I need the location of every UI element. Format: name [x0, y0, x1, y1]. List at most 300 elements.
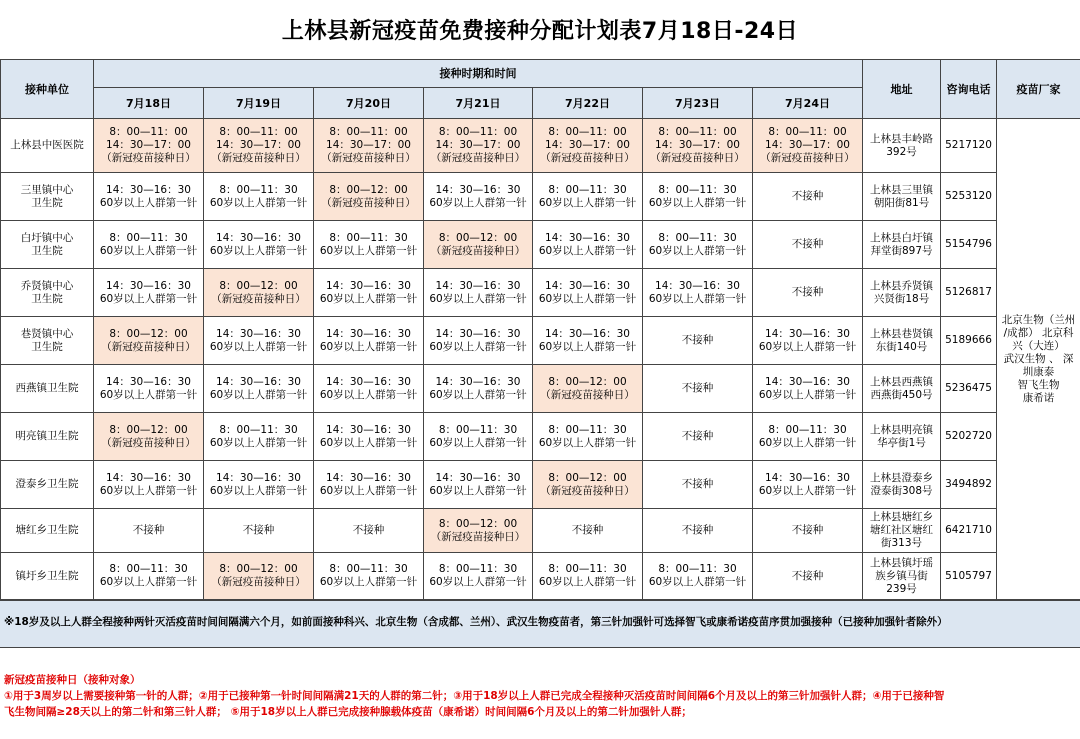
- cell-line: 8：00—11：00: [219, 126, 298, 138]
- schedule-cell: [314, 553, 424, 600]
- vendor-line: 康希诺: [1022, 391, 1055, 404]
- schedule-cell: [753, 413, 863, 461]
- cell-line: 14：30—16：30: [326, 471, 411, 484]
- cell-line: 8：00—11：30: [658, 183, 737, 196]
- schedule-cell: [204, 413, 314, 461]
- schedule-cell: [424, 413, 533, 461]
- cell-line: 卫生院: [31, 244, 63, 257]
- cell-line: 8：00—11：00: [438, 126, 518, 138]
- header-vendor: 疫苗厂家: [997, 60, 1080, 119]
- header-phone: 咨询电话: [941, 60, 997, 119]
- cell-line: 8：00—11：30: [438, 423, 518, 436]
- date-header: 7月19日: [204, 88, 314, 119]
- schedule-cell: [94, 269, 204, 317]
- address-cell: [863, 461, 941, 509]
- cell-line: 60岁以上人群第一针: [538, 436, 637, 449]
- cell-line: 兴贤街18号: [873, 292, 930, 305]
- cell-line: 8：00—11：00: [109, 126, 188, 138]
- schedule-cell: [533, 173, 643, 221]
- schedule-cell: [314, 461, 424, 509]
- cell-line: 上林县巷贤镇: [870, 327, 934, 340]
- cell-line: 8：00—11：30: [548, 563, 627, 575]
- schedule-cell: [533, 269, 643, 317]
- table-row: [1, 221, 1080, 269]
- phone-cell: 5189666: [941, 317, 997, 365]
- cell-line: 不接种: [681, 334, 714, 346]
- cell-line: 乔贤镇中心: [20, 279, 74, 292]
- cell-line: 8：00—11：30: [548, 423, 627, 436]
- cell-line: 60岁以上人群第一针: [209, 244, 308, 257]
- table-row: [1, 173, 1080, 221]
- address-cell: [863, 269, 941, 317]
- cell-line: 14：30—16：30: [216, 231, 301, 244]
- unit-name: [1, 221, 94, 269]
- schedule-cell: [753, 221, 863, 269]
- cell-line: 60岁以上人群第一针: [319, 576, 418, 588]
- cell-line: 上林县明亮镇: [870, 423, 934, 436]
- cell-line: 8：00—11：00: [548, 126, 627, 138]
- cell-line: 60岁以上人群第一针: [538, 292, 637, 305]
- cell-line: 60岁以上人群第一针: [538, 576, 637, 588]
- schedule-cell: [94, 413, 204, 461]
- cell-line: 60岁以上人群第一针: [429, 484, 527, 497]
- schedule-cell: [204, 317, 314, 365]
- schedule-cell: [533, 221, 643, 269]
- unit-name: [1, 553, 94, 600]
- schedule-cell: [424, 173, 533, 221]
- vendor-line: /成都） 北京科: [1003, 326, 1074, 339]
- cell-line: 上林县澄泰乡: [870, 471, 934, 484]
- schedule-cell: [424, 119, 533, 173]
- cell-line: （新冠疫苗接种日）: [430, 244, 526, 257]
- cell-line: 60岁以上人群第一针: [758, 340, 857, 353]
- address-cell: [863, 119, 941, 173]
- cell-line: 澄泰乡卫生院: [15, 478, 79, 490]
- schedule-cell: [643, 413, 753, 461]
- schedule-cell: [94, 173, 204, 221]
- cell-line: 60岁以上人群第一针: [319, 244, 418, 257]
- date-header: 7月18日: [94, 88, 204, 119]
- cell-line: 上林县白圩镇: [870, 231, 934, 244]
- schedule-cell: [94, 553, 204, 600]
- phone-cell: 5202720: [941, 413, 997, 461]
- table-row: [1, 461, 1080, 509]
- cell-line: 上林县丰岭路: [870, 132, 934, 145]
- phone-cell: 5126817: [941, 269, 997, 317]
- cell-line: 8：00—12：00: [329, 183, 408, 196]
- cell-line: 60岁以上人群第一针: [648, 576, 747, 588]
- address-cell: [863, 221, 941, 269]
- unit-name: [1, 461, 94, 509]
- booster-note: ※18岁及以上人群全程接种两针灭活疫苗时间间隔满六个月，如前面接种科兴、北京生物（含成都、兰州）、武汉生物疫苗者，第三针加强针可选择智飞或康希诺疫苗序贯加强接种（已接种加强针者除外）: [0, 600, 1080, 648]
- address-cell: [863, 365, 941, 413]
- cell-line: （新冠疫苗接种日）: [101, 340, 196, 353]
- cell-line: 14：30—16：30: [106, 375, 191, 388]
- table-row: [1, 365, 1080, 413]
- cell-line: 不接种: [352, 524, 385, 536]
- table-row: [1, 317, 1080, 365]
- cell-line: 14：30—16：30: [435, 471, 521, 484]
- vendor-line: 兴（大连）: [1012, 339, 1065, 352]
- schedule-cell: [314, 173, 424, 221]
- cell-line: 明亮镇卫生院: [15, 430, 79, 442]
- table-row: [1, 119, 1080, 173]
- schedule-cell: [643, 221, 753, 269]
- date-header: 7月22日: [533, 88, 643, 119]
- cell-line: 西燕镇卫生院: [15, 382, 79, 394]
- cell-line: （新冠疫苗接种日）: [101, 152, 196, 164]
- schedule-cell: [204, 461, 314, 509]
- cell-line: 60岁以上人群第一针: [538, 340, 637, 353]
- cell-line: 14：30—16：30: [106, 279, 191, 292]
- schedule-cell: [753, 269, 863, 317]
- phone-cell: 5217120: [941, 119, 997, 173]
- cell-line: 塘红乡卫生院: [15, 524, 79, 536]
- cell-line: 街313号: [880, 537, 923, 549]
- cell-line: 60岁以上人群第一针: [209, 340, 308, 353]
- legend-line: 飞生物间隔≥28天以上的第二针和第三针人群； ⑤用于18岁以上人群已完成接种腺载体疫苗（康希诺）时间间隔6个月及以上的第二针加强针人群；: [4, 706, 692, 718]
- cell-line: 14：30—17：00: [216, 139, 301, 151]
- cell-line: （新冠疫苗接种日）: [101, 436, 196, 449]
- cell-line: 8：00—12：00: [109, 327, 188, 340]
- cell-line: （新冠疫苗接种日）: [650, 152, 745, 164]
- address-cell: [863, 317, 941, 365]
- cell-line: 不接种: [571, 524, 604, 536]
- cell-line: 14：30—16：30: [435, 327, 521, 340]
- cell-line: 60岁以上人群第一针: [319, 436, 418, 449]
- cell-line: 60岁以上人群第一针: [429, 576, 527, 588]
- cell-line: 卫生院: [31, 340, 63, 353]
- cell-line: 三里镇中心: [20, 183, 74, 196]
- cell-line: 14：30—16：30: [435, 279, 521, 292]
- schedule-cell: [94, 509, 204, 553]
- cell-line: 60岁以上人群第一针: [319, 484, 418, 497]
- phone-cell: 6421710: [941, 509, 997, 553]
- cell-line: 塘红社区塘红: [870, 524, 934, 536]
- schedule-cell: [204, 221, 314, 269]
- schedule-cell: [753, 509, 863, 553]
- schedule-cell: [314, 269, 424, 317]
- cell-line: 西燕街450号: [870, 388, 933, 401]
- legend-line: ①用于3周岁以上需要接种第一针的人群；②用于已接种第一针时间间隔满21天的人群的第二针；③用于18岁以上人群已完成全程接种灭活疫苗时间间隔6个月及以上的第三针加强针人群；④用于已接种智: [4, 690, 945, 702]
- schedule-cell: [424, 461, 533, 509]
- schedule-cell: [643, 317, 753, 365]
- cell-line: 8：00—11：30: [768, 423, 847, 436]
- cell-line: 14：30—16：30: [765, 375, 850, 388]
- schedule-cell: [753, 317, 863, 365]
- unit-name: [1, 269, 94, 317]
- address-cell: [863, 509, 941, 553]
- schedule-cell: [424, 553, 533, 600]
- cell-line: 14：30—17：00: [326, 139, 411, 151]
- cell-line: 239号: [886, 582, 917, 595]
- cell-line: 60岁以上人群第一针: [319, 388, 418, 401]
- schedule-cell: [204, 365, 314, 413]
- phone-cell: 5236475: [941, 365, 997, 413]
- cell-line: 8：00—11：30: [548, 183, 627, 196]
- cell-line: 不接种: [681, 430, 714, 442]
- cell-line: 14：30—17：00: [545, 139, 630, 151]
- cell-line: 不接种: [242, 524, 275, 536]
- cell-line: 卫生院: [31, 196, 63, 209]
- cell-line: 60岁以上人群第一针: [209, 196, 308, 209]
- schedule-cell: [204, 553, 314, 600]
- cell-line: 60岁以上人群第一针: [429, 196, 527, 209]
- cell-line: 8：00—11：30: [219, 423, 298, 436]
- cell-line: 华亭街1号: [877, 436, 926, 449]
- cell-line: 8：00—12：00: [438, 231, 518, 244]
- cell-line: 60岁以上人群第一针: [99, 196, 198, 209]
- cell-line: 上林县中医医院: [10, 139, 84, 151]
- cell-line: 14：30—17：00: [765, 139, 850, 151]
- cell-line: 60岁以上人群第一针: [209, 388, 308, 401]
- cell-line: 14：30—17：00: [435, 139, 521, 151]
- schedule-cell: [204, 509, 314, 553]
- cell-line: 14：30—16：30: [655, 279, 740, 292]
- cell-line: 60岁以上人群第一针: [99, 292, 198, 305]
- cell-line: 不接种: [791, 286, 824, 298]
- schedule-cell: [753, 173, 863, 221]
- cell-line: 60岁以上人群第一针: [319, 340, 418, 353]
- unit-name: [1, 413, 94, 461]
- cell-line: 巷贤镇中心: [20, 327, 74, 340]
- schedule-cell: [94, 365, 204, 413]
- schedule-cell: [424, 221, 533, 269]
- vendor-line: 北京生物（兰州: [1001, 313, 1076, 326]
- cell-line: （新冠疫苗接种日）: [540, 484, 635, 497]
- date-header: 7月24日: [753, 88, 863, 119]
- cell-line: 卫生院: [31, 292, 63, 305]
- date-header: 7月23日: [643, 88, 753, 119]
- schedule-cell: [533, 413, 643, 461]
- cell-line: （新冠疫苗接种日）: [321, 152, 416, 164]
- cell-line: 族乡镇马街: [875, 569, 928, 582]
- vendor-line: 武汉生物 、 深: [1003, 352, 1074, 365]
- unit-name: [1, 119, 94, 173]
- cell-line: 60岁以上人群第一针: [99, 244, 198, 257]
- cell-line: 8：00—12：00: [548, 375, 627, 388]
- cell-line: 不接种: [791, 524, 824, 536]
- cell-line: 不接种: [791, 238, 824, 250]
- cell-line: 14：30—16：30: [545, 327, 630, 340]
- cell-line: 不接种: [132, 524, 165, 536]
- cell-line: 8：00—11：00: [658, 126, 737, 138]
- cell-line: 60岁以上人群第一针: [209, 436, 308, 449]
- cell-line: 白圩镇中心: [20, 231, 74, 244]
- header-unit: 接种单位: [1, 60, 94, 119]
- schedule-cell: [314, 119, 424, 173]
- cell-line: （新冠疫苗接种日）: [760, 152, 855, 164]
- cell-line: 60岁以上人群第一针: [648, 196, 747, 209]
- schedule-table: [0, 59, 1080, 600]
- schedule-cell: [643, 119, 753, 173]
- cell-line: 60岁以上人群第一针: [538, 196, 637, 209]
- schedule-cell: [204, 269, 314, 317]
- cell-line: 不接种: [791, 190, 824, 202]
- schedule-cell: [533, 461, 643, 509]
- cell-line: 60岁以上人群第一针: [99, 576, 198, 588]
- table-row: [1, 413, 1080, 461]
- cell-line: 不接种: [681, 524, 714, 536]
- cell-line: 60岁以上人群第一针: [99, 388, 198, 401]
- schedule-cell: [643, 269, 753, 317]
- unit-name: [1, 173, 94, 221]
- date-header: 7月21日: [424, 88, 533, 119]
- schedule-cell: [94, 221, 204, 269]
- cell-line: 8：00—11：30: [329, 563, 408, 575]
- schedule-cell: [643, 553, 753, 600]
- phone-cell: 5154796: [941, 221, 997, 269]
- cell-line: 8：00—12：00: [438, 517, 518, 530]
- date-header: 7月20日: [314, 88, 424, 119]
- address-cell: [863, 413, 941, 461]
- unit-name: [1, 365, 94, 413]
- cell-line: 14：30—16：30: [545, 279, 630, 292]
- cell-line: 8：00—11：00: [329, 126, 408, 138]
- cell-line: 14：30—16：30: [216, 375, 301, 388]
- table-row: [1, 509, 1080, 553]
- header-period: 接种时期和时间: [94, 60, 863, 88]
- unit-name: [1, 317, 94, 365]
- cell-line: 60岁以上人群第一针: [429, 340, 527, 353]
- cell-line: 不接种: [681, 478, 714, 490]
- cell-line: 8：00—11：30: [658, 231, 737, 244]
- schedule-cell: [314, 365, 424, 413]
- schedule-cell: [94, 119, 204, 173]
- vendor-line: 圳康泰: [1022, 365, 1055, 378]
- cell-line: 14：30—16：30: [326, 327, 411, 340]
- cell-line: 60岁以上人群第一针: [319, 292, 418, 305]
- cell-line: 60岁以上人群第一针: [758, 388, 857, 401]
- cell-line: 60岁以上人群第一针: [209, 484, 308, 497]
- cell-line: 14：30—16：30: [545, 231, 630, 244]
- cell-line: 东街140号: [875, 340, 928, 353]
- schedule-cell: [314, 413, 424, 461]
- cell-line: 上林县塘红乡: [870, 511, 934, 523]
- schedule-cell: [424, 317, 533, 365]
- cell-line: 14：30—17：00: [106, 139, 191, 151]
- cell-line: 14：30—16：30: [326, 279, 411, 292]
- cell-line: 澄泰街308号: [870, 484, 933, 497]
- table-row: [1, 269, 1080, 317]
- schedule-cell: [424, 269, 533, 317]
- schedule-cell: [533, 119, 643, 173]
- cell-line: 8：00—12：00: [219, 563, 298, 575]
- schedule-cell: [533, 365, 643, 413]
- schedule-cell: [314, 317, 424, 365]
- cell-line: 60岁以上人群第一针: [758, 436, 857, 449]
- legend-title: 新冠疫苗接种日（接种对象）: [4, 674, 141, 686]
- unit-name: [1, 509, 94, 553]
- table-row: [1, 553, 1080, 600]
- schedule-cell: [753, 553, 863, 600]
- cell-line: 14：30—16：30: [765, 327, 850, 340]
- schedule-cell: [753, 119, 863, 173]
- schedule-cell: [533, 553, 643, 600]
- cell-line: 60岁以上人群第一针: [429, 436, 527, 449]
- schedule-cell: [753, 461, 863, 509]
- cell-line: 14：30—16：30: [435, 375, 521, 388]
- cell-line: 14：30—16：30: [326, 423, 411, 436]
- schedule-cell: [204, 173, 314, 221]
- address-cell: [863, 553, 941, 600]
- vendor-cell: [997, 119, 1080, 600]
- cell-line: 拜堂街897号: [870, 244, 933, 257]
- schedule-cell: [94, 317, 204, 365]
- cell-line: （新冠疫苗接种日）: [211, 576, 306, 588]
- cell-line: 8：00—11：30: [329, 231, 408, 244]
- cell-line: 60岁以上人群第一针: [648, 244, 747, 257]
- cell-line: 不接种: [791, 569, 824, 582]
- schedule-cell: [643, 509, 753, 553]
- cell-line: 14：30—16：30: [765, 471, 850, 484]
- header-address: 地址: [863, 60, 941, 119]
- cell-line: （新冠疫苗接种日）: [430, 530, 526, 543]
- page-title: 上林县新冠疫苗免费接种分配计划表7月18日-24日: [0, 0, 1080, 60]
- cell-line: 8：00—12：00: [219, 279, 298, 292]
- cell-line: 60岁以上人群第一针: [538, 244, 637, 257]
- cell-line: 朝阳街81号: [873, 196, 930, 209]
- cell-line: 不接种: [681, 382, 714, 394]
- cell-line: 14：30—16：30: [216, 471, 301, 484]
- cell-line: 60岁以上人群第一针: [758, 484, 857, 497]
- cell-line: 8：00—11：00: [768, 126, 847, 138]
- phone-cell: 5105797: [941, 553, 997, 600]
- cell-line: （新冠疫苗接种日）: [211, 292, 306, 305]
- schedule-cell: [643, 461, 753, 509]
- cell-line: 8：00—11：30: [109, 563, 188, 575]
- cell-line: 14：30—16：30: [106, 471, 191, 484]
- cell-line: 8：00—11：30: [219, 183, 298, 196]
- vendor-line: 智飞生物: [1017, 378, 1060, 391]
- cell-line: （新冠疫苗接种日）: [211, 152, 306, 164]
- cell-line: 镇圩乡卫生院: [15, 569, 79, 582]
- cell-line: 60岁以上人群第一针: [648, 292, 747, 305]
- phone-cell: 5253120: [941, 173, 997, 221]
- schedule-cell: [314, 509, 424, 553]
- phone-cell: 3494892: [941, 461, 997, 509]
- cell-line: 14：30—16：30: [326, 375, 411, 388]
- cell-line: 392号: [886, 145, 917, 158]
- schedule-cell: [424, 365, 533, 413]
- cell-line: （新冠疫苗接种日）: [540, 388, 635, 401]
- cell-line: 14：30—16：30: [435, 183, 521, 196]
- cell-line: 上林县三里镇: [870, 183, 934, 196]
- cell-line: 14：30—16：30: [106, 183, 191, 196]
- cell-line: 60岁以上人群第一针: [99, 484, 198, 497]
- cell-line: 上林县西燕镇: [870, 375, 934, 388]
- schedule-cell: [533, 317, 643, 365]
- cell-line: 8：00—11：30: [438, 563, 518, 575]
- cell-line: 14：30—17：00: [655, 139, 740, 151]
- cell-line: （新冠疫苗接种日）: [321, 196, 416, 209]
- cell-line: 60岁以上人群第一针: [429, 388, 527, 401]
- cell-line: 8：00—12：00: [109, 423, 188, 436]
- cell-line: 上林县镇圩瑶: [870, 556, 934, 569]
- schedule-cell: [424, 509, 533, 553]
- cell-line: （新冠疫苗接种日）: [540, 152, 635, 164]
- cell-line: 8：00—11：30: [109, 231, 188, 244]
- schedule-cell: [753, 365, 863, 413]
- table-body: [1, 119, 1080, 600]
- cell-line: 60岁以上人群第一针: [429, 292, 527, 305]
- cell-line: （新冠疫苗接种日）: [430, 152, 526, 164]
- schedule-cell: [643, 365, 753, 413]
- schedule-cell: [94, 461, 204, 509]
- schedule-cell: [643, 173, 753, 221]
- schedule-cell: [533, 509, 643, 553]
- cell-line: 14：30—16：30: [216, 327, 301, 340]
